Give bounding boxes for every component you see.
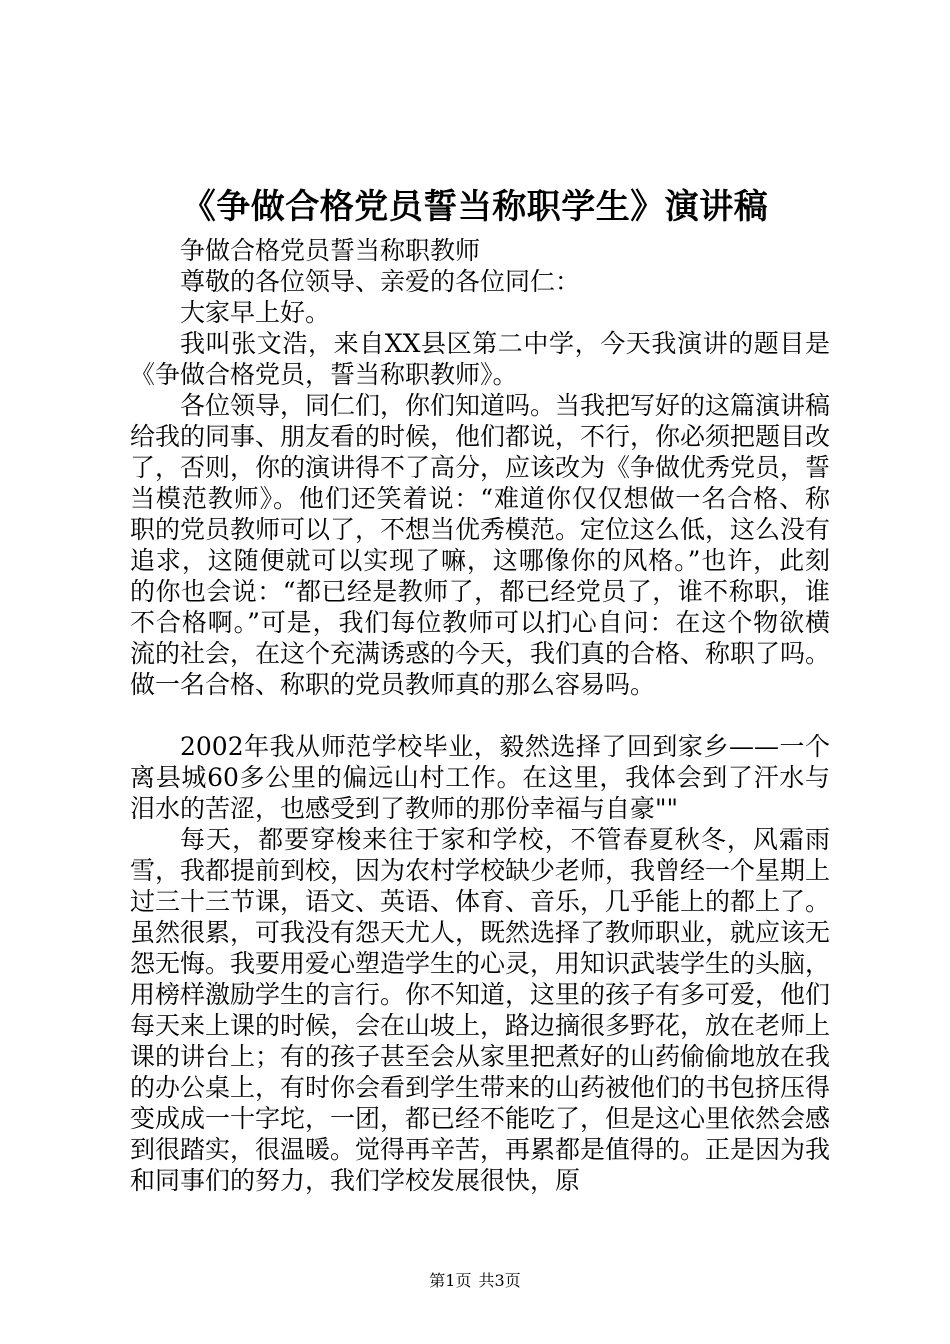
document-body (130, 235, 830, 1196)
document-title: 《争做合格党员誓当称职学生》演讲稿 (181, 187, 769, 227)
page-number: 第1页 共3页 (429, 1271, 521, 1290)
paragraph-spacer (130, 700, 830, 731)
body-paragraph: 各位领导，同仁们，你们知道吗。当我把写好的这篇演讲稿给我的同事、朋友看的时候，他们都说，不行，你必须把题目改了，否则，你的演讲得不了高分，应该改为《争做优秀党员，誓当模范教师》。他们还笑着说：“难道你仅仅想做一名合格、称职的党员教师可以了，不想当优秀模范。定位这么低，这么没有追求，这随便就可以实现了嘛，这哪像你的风格。”也许，此刻的你也会说：“都已经是教师了，都已经党员了，谁不称职，谁不合格啊。”可是，我们每位教师可以扪心自问：在这个物欲横流的社会，在这个充满诱惑的今天，我们真的合格、称职了吗。做一名合格、称职的党员教师真的那么容易吗。 (130, 391, 831, 699)
greeting-paragraph: 大家早上好。 (180, 298, 331, 327)
body-paragraph: 2002年我从师范学校毕业，毅然选择了回到家乡——一个离县城60多公里的偏远山村工作。在这里，我体会到了汗水与泪水的苦涩，也感受到了教师的那份幸福与自豪"" (130, 732, 830, 823)
introduction-paragraph: 我叫张文浩，来自XX县区第二中学，今天我演讲的题目是《争做合格党员，誓当称职教师》。 (130, 329, 830, 389)
body-paragraph: 每天，都要穿梭来往于家和学校，不管春夏秋冬，风霜雨雪，我都提前到校，因为农村学校缺少老师，我曾经一个星期上过三十三节课，语文、英语、体育、音乐，几乎能上的都上了。虽然很累，可我没有怨天尤人，既然选择了教师职业，就应该无怨无悔。我要用爱心塑造学生的心灵，用知识武装学生的头脑，用榜样激励学生的言行。你不知道，这里的孩子有多可爱，他们每天来上课的时候，会在山坡上，路边摘很多野花，放在老师上课的讲台上；有的孩子甚至会从家里把煮好的山药偷偷地放在我的办公桌上，有时你会看到学生带来的山药被他们的书包挤压得变成成一十字坨，一团，都已经不能吃了，但是这心里依然会感到很踏实，很温暖。觉得再辛苦，再累都是值得的。正是因为我和同事们的努力，我们学校发展很快，原 (130, 825, 831, 1195)
salutation-paragraph: 尊敬的各位领导、亲爱的各位同仁： (180, 267, 581, 296)
subtitle-paragraph: 争做合格党员誓当称职教师 (180, 236, 481, 265)
